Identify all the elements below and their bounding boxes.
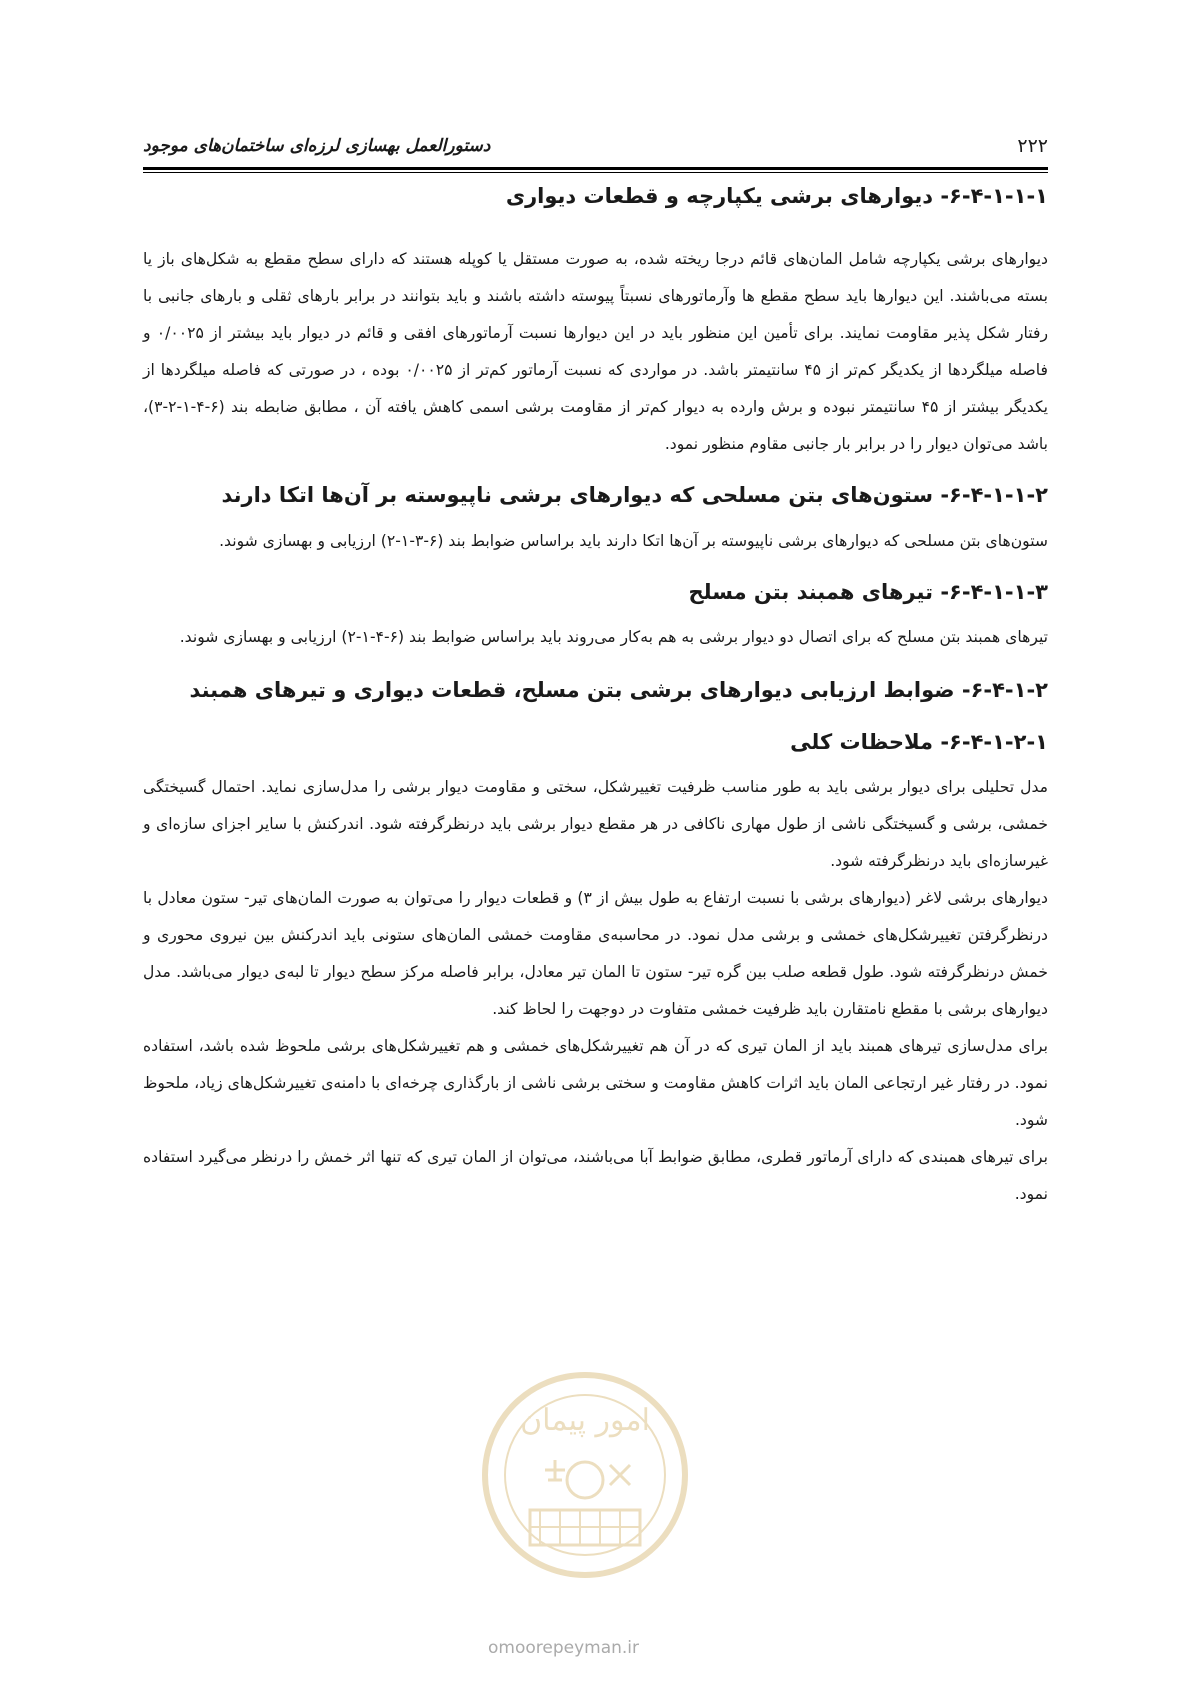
watermark-logo	[470, 1360, 700, 1610]
page-number: ۲۲۲	[1017, 135, 1048, 157]
section-paragraph: تیرهای همبند بتن مسلح که برای اتصال دو دیوار برشی به هم به‌کار می‌روند باید براساس ضوابط بند (۶-۴-۱-۲) ارزیابی و بهسازی شوند.	[179, 628, 1048, 647]
section-heading: ۶-۴-۱-۲- ضوابط ارزیابی دیوارهای برشی بتن مسلح، قطعات دیواری و تیرهای همبند	[189, 678, 1048, 703]
document-body	[143, 180, 1048, 1213]
section-paragraph: ستون‌های بتن مسلحی که دیوارهای برشی ناپیوسته بر آن‌ها اتکا دارند باید براساس ضوابط بند (۶-۳-۱-۲) ارزیابی و بهسازی شوند.	[219, 531, 1048, 550]
section-heading: ۶-۴-۱-۲-۱- ملاحظات کلی	[790, 729, 1048, 754]
section-paragraph: برای تیرهای همبندی که دارای آرماتور قطری، مطابق ضوابط آبا می‌باشند، می‌توان از المان تیری که تنها اثر خمش را درنظر می‌گیرد استفاده نمود.	[143, 1147, 1048, 1203]
section-heading: ۶-۴-۱-۱-۲- ستون‌های بتن مسلحی که دیوارهای برشی ناپیوسته بر آن‌ها اتکا دارند	[221, 483, 1048, 508]
watermark-script: امور پیمان	[520, 1403, 650, 1438]
section-paragraph: دیوارهای برشی یکپارچه شامل المان‌های قائم درجا ریخته شده، به صورت مستقل یا کوپله هستند که دارای سطح مقطع به شکل‌های باز یا بسته می‌باشند. این دیوارها باید سطح مقطع ها وآرماتورهای نسبتاً پیوسته داشته باشند و باید بتوانند در برابر بارهای ثقلی و بارهای جانبی با رفتار شکل پذیر مقاومت نمایند. برای تأمین این منظور باید در این دیوارها نسبت آرماتورهای افقی و قائم در دیوار باید بیشتر از ۰/۰۰۲۵ و فاصله میلگردها از یکدیگر کم‌تر از ۴۵ سانتیمتر باشد. در مواردی که نسبت آرماتور کم‌تر از ۰/۰۰۲۵ بوده ، در صورتی که فاصله میلگردها از یکدیگر بیشتر از ۴۵ سانتیمتر نبوده و برش وارده به دیوار کم‌تر از مقاومت برشی اسمی کاهش یافته آن ، مطابق ضابطه بند (۶-۴-۱-۲-۳)، باشد می‌توان دیوار را در برابر بار جانبی مقاوم منظور نمود.	[143, 250, 1048, 454]
section-heading: ۶-۴-۱-۱-۳- تیرهای همبند بتن مسلح	[688, 579, 1048, 604]
running-title: دستورالعمل بهسازی لرزه‌ای ساختمان‌های موجود	[143, 136, 491, 156]
page-header	[143, 128, 1048, 164]
section-paragraph: مدل تحلیلی برای دیوار برشی باید به طور مناسب ظرفیت تغییرشکل، سختی و مقاومت دیوار برشی را مدل‌سازی نماید. احتمال گسیختگی خمشی، برشی و گسیختگی ناشی از طول مهاری ناکافی در هر مقطع دیوار برشی باید درنظرگرفته شود. اندرکنش با سایر اجزای سازه‌ای و غیرسازه‌ای باید درنظرگرفته شود.	[143, 777, 1048, 870]
section-paragraph: دیوارهای برشی لاغر (دیوارهای برشی با نسبت ارتفاع به طول بیش از ۳) و قطعات دیوار را می‌توان به صورت المان‌های تیر- ستون معادل با درنظرگرفتن تغییرشکل‌های خمشی و برشی مدل نمود. در محاسبه‌ی مقاومت خمشی المان‌های ستونی باید اندرکنش بین نیروی محوری و خمش درنظرگرفته شود. طول قطعه صلب بین گره تیر- ستون تا المان تیر معادل، برابر فاصله مرکز سطح دیوار تا لبه‌ی دیوار می‌باشد. مدل دیوارهای برشی با مقطع نامتقارن باید ظرفیت خمشی متفاوت در دوجهت را لحاظ کند.	[143, 888, 1048, 1018]
header-rule	[143, 167, 1048, 173]
section-heading: ۶-۴-۱-۱-۱- دیوارهای برشی یکپارچه و قطعات دیواری	[505, 184, 1048, 208]
section-paragraph: برای مدل‌سازی تیرهای همبند باید از المان تیری که در آن هم تغییرشکل‌های خمشی و هم تغییرشکل‌های برشی ملحوظ شده باشد، استفاده نمود. در رفتار غیر ارتجاعی المان باید اثرات کاهش مقاومت و سختی برشی ناشی از بارگذاری چرخه‌ای با دامنه‌ی تغییرشکل‌های زیاد، ملحوظ شود.	[143, 1036, 1048, 1129]
watermark-site: omoorepeyman.ir	[488, 1638, 640, 1658]
